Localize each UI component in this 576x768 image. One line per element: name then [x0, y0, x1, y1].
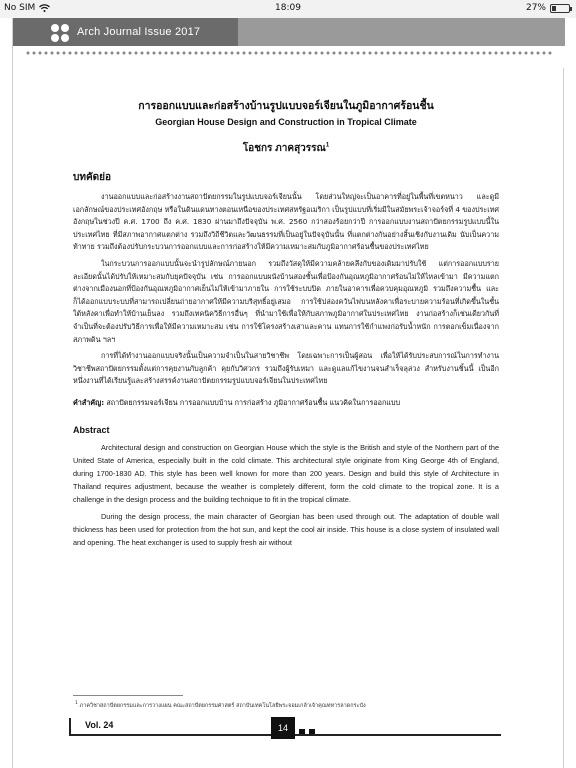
footnote [75, 701, 501, 710]
journal-issue-label: Arch Journal Issue 2017 [77, 26, 201, 38]
document-page[interactable] [12, 18, 564, 768]
dotted-divider [25, 51, 553, 55]
keywords-list: สถาปัตยกรรมจอร์เจียน การออกแบบบ้าน การก่อสร้าง ภูมิอากาศร้อนชื้น แนวคิดในการออกแบบ [106, 397, 401, 407]
article-title-thai: การออกแบบและก่อสร้างบ้านรูปแบบจอร์เจียนในภูมิอากาศร้อนชื้น [138, 100, 434, 112]
article-title-english: Georgian House Design and Construction in Tropical Climate [155, 117, 417, 127]
article-body [73, 94, 499, 549]
author-footnote-mark: 1 [325, 142, 330, 149]
footnote-text: ภาควิชาสถาปัตยกรรมและการวางแผน คณะสถาปัตยกรรมศาสตร์ สถาบันเทคโนโลยีพระจอมเกล้าเจ้าคุณทหารลาดกระบัง [79, 702, 366, 709]
battery-level [552, 6, 556, 11]
status-bar [0, 0, 576, 18]
footnote-divider [73, 695, 183, 696]
header-light-band [238, 18, 565, 46]
footnote-mark: 1 [75, 701, 78, 706]
article-author [73, 141, 499, 156]
battery-icon [550, 4, 570, 13]
abstract-english-paragraph: Architectural design and construction on Georgian House which the style is the British and style of the Northern part of the United State of America, especially built in the cold climate. This architectural style originate from King George 4th of England, during 1700-1830 AD. This style has been well known for more than 200 years. Design and build this style of Architecture in Thailand requires adjustment, because the weather is completely different, form the cold climate to the tropical zone. It is a challenge in the design process and the building technique to fit in the tropical climate. [73, 442, 499, 504]
carrier-label: No SIM [4, 3, 36, 13]
page-number: 14 [271, 717, 295, 739]
abstract-thai-paragraph: งานออกแบบและก่อสร้างงานสถาปัตยกรรมในรูปแบบจอร์เจียนนั้น โดยส่วนใหญ่จะเป็นอาคารที่อยู่ในพื้นที่เขตหนาว และดูมีเอกลักษณ์ของประเทศอังกฤษ หรือในดินแดนทางตอนเหนือของประเทศสหรัฐอเมริกา เป็นรูปแบบที่เริ่มมีในสมัยพระเจ้าจอร์จที่ 4 ของประเทศอังกฤษในช่วงปี ค.ศ. 1700 ถึง ค.ศ. 1830 ผ่านมาถึงปัจจุบัน พ.ศ. 2560 กว่าสองร้อยกว่าปี การออกแบบงานสถาปัตยกรรมรูปแบบนี้ในประเทศไทย ที่มีสภาพอากาศแตกต่าง รวมถึงวิถีชีวิตและวัฒนธรรมที่เป็นอยู่ในปัจจุบันนั้น ที่แตกต่างกันอย่างสิ้นเชิงกับงานเดิม นับเป็นความท้าทาย รวมถึงต้องปรับกระบวนการออกแบบและการก่อสร้างให้มีความเหมาะสมกับภูมิอากาศร้อนชื้นของประเทศไทย [73, 192, 499, 252]
page-header [13, 18, 565, 68]
keywords-label: คำสำคัญ: [73, 397, 105, 407]
footer-square-icon [309, 729, 315, 734]
status-right [526, 3, 570, 13]
abstract-thai-paragraph: การที่ได้ทำงานออกแบบจริงนั้นเป็นความจำเป็นในสายวิชาชีพ โดยเฉพาะการเป็นผู้สอน เพื่อให้ได้รับประสบการณ์ในการทำงานวิชาชีพสถาปัตยกรรมตั้งแต่การคุยงานกับลูกค้า คุยกับวิศวกร รวมถึงผู้รับเหมา และดูแลแก้ไขงานจนสำเร็จลุล่วง สำหรับงานชิ้นนี้ เป็นอีกหนึ่งงานที่ได้เรียนรู้และสร้างสรรค์งานสถาปัตยกรรมรูปแบบจอร์เจียนในประเทศไทย [73, 351, 499, 386]
battery-percent: 27% [525, 3, 546, 13]
abstract-thai-heading: บทคัดย่อ [73, 172, 111, 183]
abstract-english-paragraph: During the design process, the main character of Georgian has been used through out. The adaptation of double wall thickness has been used for protection from the hot sun, and kept the cool air inside. This house is a close system of insulated wall and opening. The heat exchanger is used to supply fresh air without [73, 511, 499, 547]
author-name: โอชกร ภาคสุวรรณ [242, 143, 326, 154]
volume-label: Vol. 24 [85, 720, 114, 730]
abstract-english-heading: Abstract [73, 424, 110, 435]
status-time: 18:09 [275, 3, 301, 13]
footer-square-icon [299, 729, 305, 734]
journal-logo-icon [51, 24, 69, 42]
header-dark-band [13, 18, 238, 46]
abstract-thai-paragraph: ในกระบวนการออกแบบนั้นจะนำรูปลักษณ์ภายนอก รวมถึงวัสดุให้มีความคล้ายคลึงกับของเดิมมาปรับใช้ แต่การออกแบบรายละเอียดนั้นได้ปรับให้เหมาะสมกับยุคปัจจุบัน เช่น การออกแบบผนังบ้านสองชั้นเพื่อป้องกันอุณหภูมิอากาศร้อนไม่ให้ไหลเข้ามา มีความแตกต่างจากเมืองนอกที่ป้องกันอุณหภูมิอากาศเย็นไม่ให้เข้ามาภายใน การใช้ระบบปิด ภายในอาคารเพื่อควบคุมอุณหภูมิ รวมถึงความชื้น และก็ได้ออกแบบระบบที่สามารถเปลี่ยนถ่ายอากาศให้มีความบริสุทธิ์อยู่เสมอ การใช้ปล่องควันไฟบนหลังคาเพื่อระบายความร้อนที่เกิดขึ้นในชั้นใต้หลังคาเพื่อทำให้บ้านเย็นลง รวมถึงเทคนิควิธีการอื่นๆ ที่นำมาใช้เพื่อให้กับสภาพภูมิอากาศในประเทศไทย งานก่อสร้างก็เช่นเดียวกันที่จำเป็นที่จะต้องปรับวิธีการเพื่อให้มีความเหมาะสม เช่น การใช้โครงสร้างเสาและคาน แทนการใช้กำแพงก่อรับน้ำหนัก การตอกเข็มเนื่องจากสภาพดิน ฯลฯ [73, 258, 499, 344]
keywords-line [73, 398, 499, 409]
